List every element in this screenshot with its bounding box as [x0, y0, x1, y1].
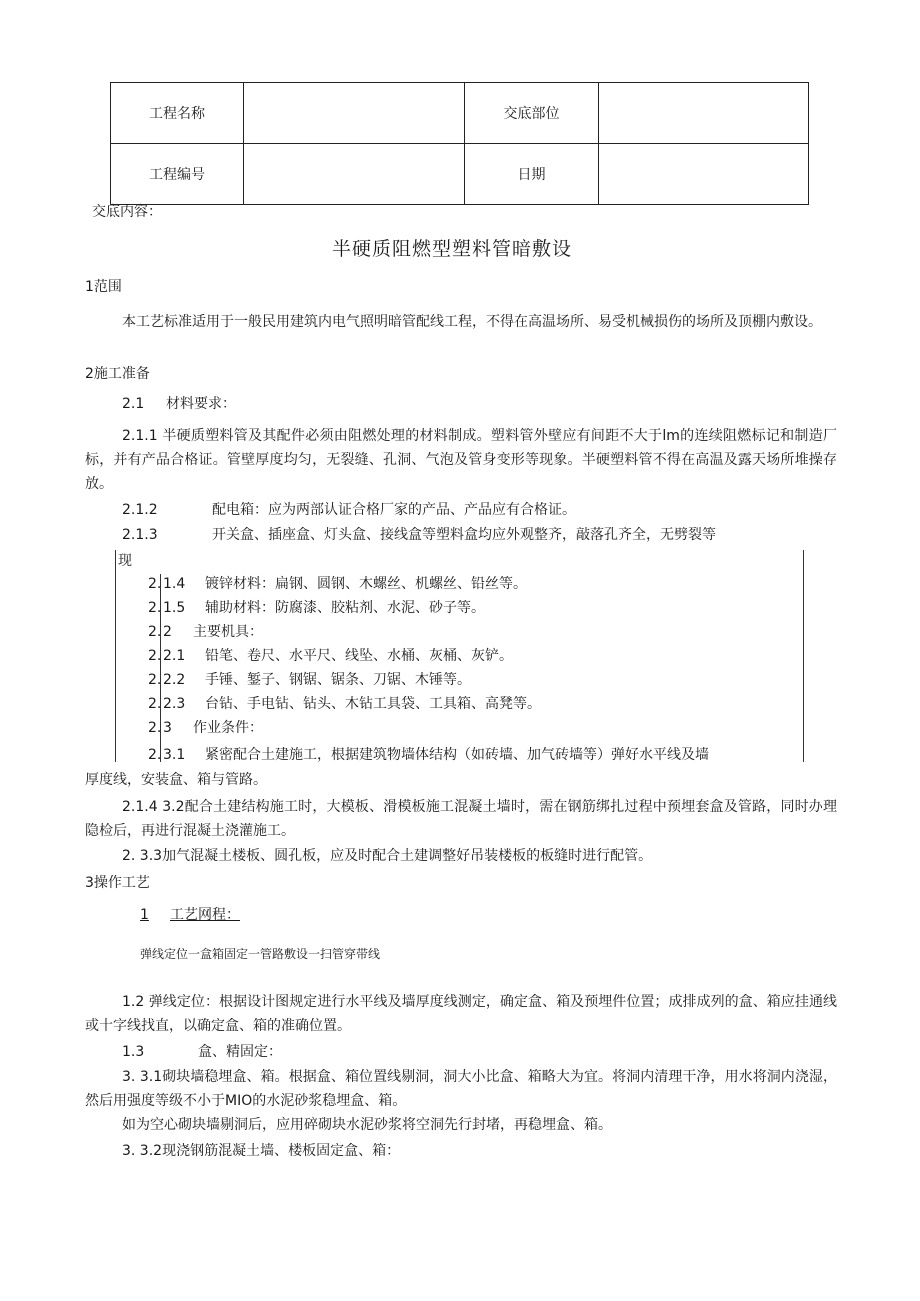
item-3-1-2-text: 1.2 弹线定位：根据设计图规定进行水平线及墙厚度线测定，确定盒、箱及预埋件位置；成排成列的盒、箱应挂通线或十字线找直，以确定盒、箱的准确位置。	[85, 994, 837, 1034]
item-2-3-num-b: 3	[163, 720, 172, 736]
item-2-3-text: 作业条件：	[193, 720, 263, 736]
item-2-3-num-a: 2.	[148, 720, 162, 736]
item-2-1-3-cont: 现	[118, 553, 132, 569]
project-no-value	[244, 144, 465, 205]
header-row-2	[111, 144, 809, 205]
item-2-2-2-num-a: 2.	[148, 672, 162, 688]
item-2-3-1-cont: 厚度线，安装盒、箱与管路。	[85, 772, 267, 788]
item-3-1-2	[85, 990, 837, 1038]
item-3-1-3-text: 盒、精固定：	[198, 1044, 282, 1060]
item-2-1-4-text: 镀锌材料：扁钢、圆钢、木螺丝、机螺丝、铅丝等。	[205, 576, 527, 592]
item-2-1-4b	[85, 795, 837, 843]
item-2-2-3-text: 台钻、手电钻、钻头、木钻工具袋、工具箱、高凳等。	[205, 696, 541, 712]
item-2-3-1-num-b: 3.1	[163, 747, 186, 763]
item-2-1-2-text: 配电箱：应为两部认证合格厂家的产品、产品应有合格证。	[212, 502, 576, 518]
item-2-2-3-num-b: 2.3	[163, 696, 186, 712]
section-3-heading: 3操作工艺	[85, 875, 150, 891]
item-2-3-1-num-a: 2.	[148, 747, 162, 763]
section-1-heading: 1范围	[85, 279, 122, 295]
item-2-2-3-num-a: 2.	[148, 696, 162, 712]
item-2-1-1-text: 半硬质塑料管及其配件必须由阻燃处理的材料制成。塑料管外壁应有间距不大于lm的连续阻燃标记和制造厂标，并有产品合格证。管壁厚度均匀，无裂缝、孔洞、气泡及管身变形等现象。半硬塑料管不得在高温及露天场所堆操存放。	[85, 428, 838, 492]
item-2-2-2-num-b: 2.2	[163, 672, 186, 688]
item-3-3-2-text: 3. 3.2现浇钢筋混凝土墙、楼板固定盒、箱：	[122, 1143, 401, 1159]
item-2-1-4-num-a: 2.	[148, 576, 162, 592]
section-1-text-body: 本工艺标准适用于一般民用建筑内电气照明暗管配线工程，不得在高温场所、易受机械损伤的场所及顶棚内敷设。	[122, 314, 822, 330]
item-3-1-num: 1	[140, 907, 149, 923]
item-2-1-5-num-a: 2.	[148, 600, 162, 616]
right-bracket-line	[803, 550, 804, 762]
item-2-1-4b-text: 2.1.4 3.2配合土建结构施工时，大模板、滑模板施工混凝土墙时，需在钢筋绑扎过程中预埋套盒及管路，同时办理隐检后，再进行混凝土浇灌施工。	[85, 799, 837, 839]
item-2-1-3-num: 2.1.3	[122, 527, 158, 543]
item-2-2-num-a: 2.	[148, 624, 162, 640]
item-3-1-3-num: 1.3	[122, 1044, 145, 1060]
item-2-1-text: 材料要求：	[166, 396, 236, 412]
item-2-2-num-b: 2	[163, 624, 172, 640]
handover-part-label: 交底部位	[465, 83, 599, 144]
item-3-3-1	[85, 1065, 837, 1113]
document-title: 半硬质阻燃型塑料管暗敷设	[332, 238, 573, 260]
item-3-1-text: 工艺网程：	[170, 907, 240, 923]
date-label: 日期	[465, 144, 599, 205]
date-value	[599, 144, 809, 205]
item-2-2-1-num-a: 2.	[148, 648, 162, 664]
item-2-1-num: 2.1	[122, 396, 145, 412]
item-2-1-1-num: 2.1.1	[122, 428, 158, 444]
item-2-1-5-num-b: 1.5	[163, 600, 186, 616]
item-2-1-5-text: 辅助材料：防腐漆、胶粘剂、水泥、砂子等。	[205, 600, 485, 616]
left-bracket-line	[115, 550, 116, 762]
section-1-text	[85, 310, 837, 334]
item-2-3-3-text: 2. 3.3加气混凝土楼板、圆孔板，应及时配合土建调整好吊装楼板的板缝时进行配管。	[122, 848, 653, 864]
project-name-label: 工程名称	[111, 83, 244, 144]
project-name-value	[244, 83, 465, 144]
hollow-block-note	[85, 1113, 837, 1137]
process-flow: 弹线定位一盒箱固定一管路敷设一扫管穿带线	[140, 947, 381, 961]
item-2-1-3-text: 开关盒、插座盒、灯头盒、接线盒等塑料盒均应外观整齐，敲落孔齐全，无劈裂等	[212, 527, 716, 543]
handover-part-value	[599, 83, 809, 144]
item-2-3-1-text: 紧密配合土建施工，根据建筑物墙体结构（如砖墙、加气砖墙等）弹好水平线及墙	[205, 747, 709, 763]
item-2-2-1-text: 铅笔、卷尺、水平尺、线坠、水桶、灰桶、灰铲。	[205, 648, 513, 664]
header-row-1	[111, 83, 809, 144]
item-2-2-1-num-b: 2.1	[163, 648, 186, 664]
handover-content-label: 交底内容：	[92, 204, 162, 220]
project-no-label: 工程编号	[111, 144, 244, 205]
item-2-2-2-text: 手锤、錾子、钢锯、锯条、刀锯、木锤等。	[205, 672, 471, 688]
item-2-2-text: 主要机具：	[193, 624, 263, 640]
section-2-heading: 2施工准备	[85, 366, 150, 382]
item-2-1-2-num: 2.1.2	[122, 502, 158, 518]
item-3-3-1-text: 3. 3.1砌块墙稳埋盒、箱。根据盒、箱位置线剔洞，洞大小比盒、箱略大为宜。将洞内清理干净，用水将洞内浇湿，然后用强度等级不小于MIO的水泥砂浆稳埋盒、箱。	[85, 1069, 837, 1109]
header-table	[110, 82, 809, 205]
item-2-1-4-num-b: 1.4	[163, 576, 186, 592]
hollow-block-note-text: 如为空心砌块墙剔洞后，应用碎砌块水泥砂浆将空洞先行封堵，再稳埋盒、箱。	[122, 1117, 612, 1133]
item-2-1-1	[85, 424, 837, 496]
